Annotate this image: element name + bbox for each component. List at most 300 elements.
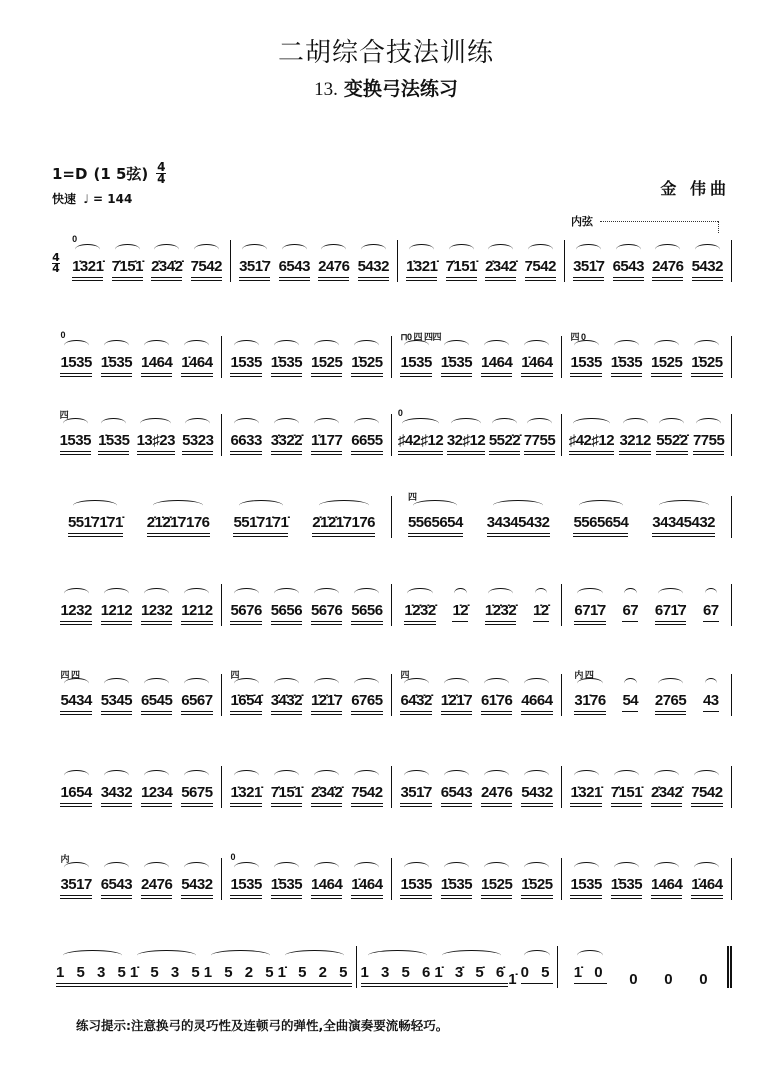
note-group: 1535 ⊓0 四 四四 [400,354,431,378]
note-group: 1464 [481,354,512,378]
slur-mark [409,244,434,255]
slur-mark [274,678,299,689]
note-group: 61̇76 [481,692,512,716]
slur-mark [444,678,469,689]
slur-mark [185,418,210,429]
slur-mark [314,588,339,599]
slur-mark [524,678,549,689]
score-line [52,330,732,378]
note-group: 6543 [279,258,310,282]
slur-mark [354,340,379,351]
slur-mark [654,770,679,781]
note-group: 551̇71̇71̇ [68,514,123,538]
measure [357,946,559,988]
measure [392,492,732,538]
note-group: 1535 [570,876,601,900]
note-group: 7542 [351,784,382,808]
note-group: 0 [699,971,712,988]
slur-mark [402,418,438,429]
slur-mark [577,950,603,961]
note-group: 0 [664,971,677,988]
slur-mark [524,950,550,961]
note-group: 7̇151̇ [611,784,642,808]
measure [52,584,222,626]
slur-mark [234,418,259,429]
note-group: 7755 [524,432,555,456]
slur-mark [274,862,299,873]
note-group: 2476 [141,876,172,900]
note-group: 3̇32̇2̇ [271,432,302,456]
note-group: 2765 [655,692,686,716]
slur-mark [184,862,209,873]
slur-mark [101,418,126,429]
measure [222,414,392,456]
note-group: 1535 0 [60,354,91,378]
slur-mark [413,500,457,511]
slur-mark [694,862,719,873]
slur-mark [694,340,719,351]
composer: 金 伟曲 [660,179,730,198]
slur-mark [574,862,599,873]
note-group: 5676 [311,602,342,626]
measure [392,584,562,626]
slur-mark [314,418,339,429]
slur-mark [137,950,196,961]
slur-mark [695,244,720,255]
slur-mark [524,770,549,781]
slur-mark [484,770,509,781]
note-group: 1̇2̇ [533,602,549,626]
slur-mark [144,770,169,781]
slur-mark [694,770,719,781]
score-line [52,408,732,456]
note-group: 1̇535 [441,876,472,900]
note-group: 6543 [441,784,472,808]
note-group: 5656 [351,602,382,626]
note-group: 3517 内 [60,876,91,900]
inline-time-signature [52,253,60,274]
note-group: 1̇321̇ 0 [72,258,103,282]
slur-mark [354,770,379,781]
measure [562,858,732,900]
slur-mark [614,340,639,351]
slur-mark [282,244,307,255]
slur-mark [614,862,639,873]
fingering-mark: 四 [400,670,409,680]
note-group: 1212 [101,602,132,626]
slur-mark [319,500,369,511]
slur-mark [573,418,609,429]
slur-mark [623,418,648,429]
note-group: 0 5 [521,964,554,988]
slur-mark [624,588,637,599]
measure [392,766,562,808]
key-signature [52,162,166,185]
measure [52,410,222,456]
note-group: 1̇464 [181,354,212,378]
slur-mark [140,418,171,429]
note-group: 1654 [60,784,91,808]
slur-mark [104,340,129,351]
exercise-title-text: 变换弓法练习 [343,78,458,100]
slur-mark [64,770,89,781]
note-group: 1̇525 [691,354,722,378]
slur-mark [194,244,219,255]
note-group: 67 [622,602,638,626]
measure [558,946,732,988]
slur-mark [449,244,474,255]
slur-mark [184,588,209,599]
slur-mark [577,588,602,599]
note-group: 1̇464 [521,354,552,378]
note-group: 1̇535 [611,354,642,378]
score-line [52,668,732,716]
note-group: 5434 四 四 [60,692,91,716]
slur-mark [354,678,379,689]
slur-mark [484,340,509,351]
slur-mark [451,418,482,429]
note-group: 1̇2̇3̇2̇ [404,602,435,626]
slur-mark [234,588,259,599]
fingering-mark: 0 [72,234,77,244]
note-group: 3212 [619,432,650,456]
note-group: 1̇321̇ [230,784,261,808]
note-group: 4664 [521,692,552,716]
note-group: 6633 [230,432,261,456]
slur-mark [184,770,209,781]
slur-mark [64,588,89,599]
slur-mark [658,678,683,689]
note-group: 13♯23 [137,432,175,456]
slur-mark [524,862,549,873]
note-group: 64̇3̇2̇ 四 [400,692,431,716]
note-group: 2̇1̇2̇1̇7176 [312,514,375,538]
measure [562,414,732,456]
note-group: 1̇535 [271,354,302,378]
note-group: 1 5 2 5 [204,964,278,988]
measure [222,766,392,808]
note-group: 1535 四 0 [570,354,601,378]
slur-mark [624,678,637,689]
slur-mark [404,770,429,781]
slur-mark [361,244,386,255]
score-line [52,490,732,538]
note-group: 5432 [181,876,212,900]
note-group: 671̇7 [574,602,605,626]
note-group: 351̇7 [400,784,431,808]
slur-mark [274,770,299,781]
slur-mark [73,500,117,511]
slur-mark [579,500,623,511]
slur-mark [484,678,509,689]
measure [52,670,222,716]
time-sig-bottom: 4 [52,262,60,275]
note-group: 1̇ 5 3 5 [130,964,204,988]
note-group: 31̇76 内 四 [574,692,605,716]
measure [392,858,562,900]
tuning: (1 5弦) [93,165,149,183]
slur-mark [314,340,339,351]
note-group: 3̇4̇3̇2̇ [271,692,302,716]
note-group: 1̇ 0 [574,964,607,988]
note-group: 1212 [181,602,212,626]
note-group: 1̇2̇1̇7 [311,692,342,716]
slur-mark [444,340,469,351]
book-title: 二胡综合技法训练 [277,38,494,68]
slur-mark [184,678,209,689]
slur-mark [444,770,469,781]
slur-mark [239,500,283,511]
slur-mark [614,770,639,781]
note-group: 1525 [651,354,682,378]
measure [52,946,357,988]
measure [222,670,392,716]
inner-string-dotted-end [718,221,719,233]
note-group: 5656 [271,602,302,626]
measure [222,336,392,378]
note-group: 1525 [481,876,512,900]
note-group: 7542 [191,258,222,282]
note-group: 552̇2̇ [656,432,687,456]
slur-mark [654,340,679,351]
note-group: 351̇7 [573,258,604,282]
note-group: 5675 [181,784,212,808]
note-group: 3432 [101,784,132,808]
note-group: 1̇ 3̇ 5̇ 6̇ [434,964,508,988]
slur-mark [211,950,270,961]
score-line [52,234,732,282]
slur-mark [144,862,169,873]
slur-mark [274,340,299,351]
note-group: 1̇177 [311,432,342,456]
slur-mark [234,340,259,351]
note-group: 1232 [141,602,172,626]
note-group: 7542 [691,784,722,808]
measure [222,584,392,626]
slur-mark [63,950,122,961]
note-group: 1̇321̇ [570,784,601,808]
slur-mark [616,244,641,255]
measure [64,234,231,282]
measure [52,330,222,378]
note-group: 1̇535 [101,354,132,378]
slur-mark [242,244,267,255]
note-group: 6765 [351,692,382,716]
fingering-mark: 0 [60,330,65,340]
slur-mark [654,862,679,873]
note-group: 1535 [400,876,431,900]
fingering-mark: 0 [397,408,403,418]
time-signature [156,162,166,185]
exercise-title [0,74,772,101]
note-group: 2476 [481,784,512,808]
note-group: 1464 [311,876,342,900]
note-group: 1234 [141,784,172,808]
slur-mark [354,862,379,873]
note-group: 5345 [101,692,132,716]
measure [565,240,732,282]
time-sig-bottom: 4 [157,172,166,186]
measure [52,854,222,900]
note-group: 1535 [230,354,261,378]
note-group: 67 [703,602,719,626]
slur-mark [144,588,169,599]
measure [562,670,732,716]
note-group: 551̇71̇71̇ [233,514,288,538]
note-group: 5432 [358,258,389,282]
slur-mark [274,418,299,429]
slur-mark [184,340,209,351]
measure [392,332,562,378]
score-line [52,940,732,988]
note-group: 7̇151̇ [446,258,477,282]
slur-mark [104,588,129,599]
note-group: 7̇15̇1̇ [271,784,302,808]
slur-mark [407,588,432,599]
slur-mark [527,418,552,429]
note-group: 7̇15̇1̇ [112,258,143,282]
note-group: 1464 [651,876,682,900]
slur-mark [314,770,339,781]
note-group: 1̇2̇3̇2̇ [485,602,516,626]
note-group: 1̇535 [611,876,642,900]
note-group: 7542 [525,258,556,282]
note-group: 1525 [311,354,342,378]
score-line [52,760,732,808]
measure [52,766,222,808]
note-group: 2̇342̇ [651,784,682,808]
note-group: 2̇34̇2̇ [311,784,342,808]
inner-string-dotted-line [600,221,718,222]
slur-mark [144,678,169,689]
slur-mark [314,678,339,689]
slur-mark [144,340,169,351]
slur-mark [154,244,179,255]
slur-mark [655,244,680,255]
slur-mark [705,588,718,599]
note-group: 1̇464 [691,876,722,900]
note-group: 34345432 [487,514,550,538]
slur-mark [576,244,601,255]
measure [562,332,732,378]
note-group: 351̇7 [239,258,270,282]
note-group: 1̇321̇ [406,258,437,282]
fingering-mark: 0 [230,852,235,862]
slur-mark [314,862,339,873]
slur-mark [659,418,684,429]
note-group: 1̇535 [271,876,302,900]
note-group: 1̇535 [98,432,129,456]
note-group: 1̇2̇1̇7 [441,692,472,716]
note-group: 1̇464 [351,876,382,900]
measure [222,852,392,900]
note-group: 2̇342̇ [485,258,516,282]
note-group: 0 [629,971,642,988]
fingering-mark: 四 0 [570,332,586,342]
note-group: 5676 [230,602,261,626]
tempo-value: ♩ = 144 [83,192,133,206]
slur-mark [321,244,346,255]
note-group: 1464 [141,354,172,378]
note-group: 32♯12 [447,432,485,456]
slur-mark [104,862,129,873]
slur-mark [488,244,513,255]
note-group: 6655 [351,432,382,456]
slur-mark [659,500,709,511]
note-group: 7755 [693,432,724,456]
note-group: ♯42♯12 [569,432,614,456]
slur-mark [285,950,344,961]
slur-mark [574,770,599,781]
slur-mark [104,678,129,689]
note-group: 671̇7 [655,602,686,626]
time-sig-top: 4 [157,160,166,174]
note-group: 5432 [692,258,723,282]
slur-mark [442,950,501,961]
measure [392,670,562,716]
fingering-mark: ⊓0 四 四四 [400,332,441,342]
note-group: 1̇ [508,971,521,988]
note-group: 54 [622,692,638,716]
note-group: 2̇1̇2̇1̇7176 [147,514,210,538]
measure [562,766,732,808]
slur-mark [234,770,259,781]
note-group: 5565654 四 [408,514,463,538]
slur-mark [368,950,427,961]
slur-mark [104,770,129,781]
slur-mark [658,588,683,599]
note-group: ♯42♯12 0 [398,432,443,456]
slur-mark [64,340,89,351]
inner-string-label: 内弦 [571,215,593,228]
slur-mark [454,588,467,599]
slur-mark [75,244,100,255]
note-group: 1̇6̇5̇4̇ 四 [230,692,261,716]
key: 1=D [52,164,88,183]
note-group: 1̇2̇ [452,602,468,626]
slur-mark [484,862,509,873]
note-group: 2̇34̇2̇ [151,258,182,282]
note-group: 552̇2̇ [489,432,520,456]
fingering-mark: 内 四 [574,670,594,680]
fingering-mark: 四 [407,492,417,502]
note-group: 5323 [182,432,213,456]
note-group: 1̇ 5 2 5 [278,964,352,988]
measure [562,584,732,626]
slur-mark [404,862,429,873]
slur-mark [524,340,549,351]
slur-mark [528,244,553,255]
time-sig-top: 4 [52,251,60,264]
slur-mark [696,418,721,429]
practice-tips: 练习提示:注意换弓的灵巧性及连顿弓的弹性,全曲演奏要流畅轻巧。 [76,1018,449,1033]
note-group: 1̇525 [521,876,552,900]
measure [231,240,398,282]
fingering-mark: 四 四 [60,670,80,680]
slur-mark [354,588,379,599]
note-group: 43 [703,692,719,716]
note-group: 5432 [521,784,552,808]
note-group: 1 3 5 6 [361,964,435,988]
slur-mark [493,500,543,511]
score-line [52,852,732,900]
slur-mark [354,418,379,429]
note-group: 1̇535 [441,354,472,378]
tempo-text: 快速 [52,192,77,206]
slur-mark [535,588,548,599]
exercise-number: 13. [314,79,338,100]
slur-mark [705,678,718,689]
